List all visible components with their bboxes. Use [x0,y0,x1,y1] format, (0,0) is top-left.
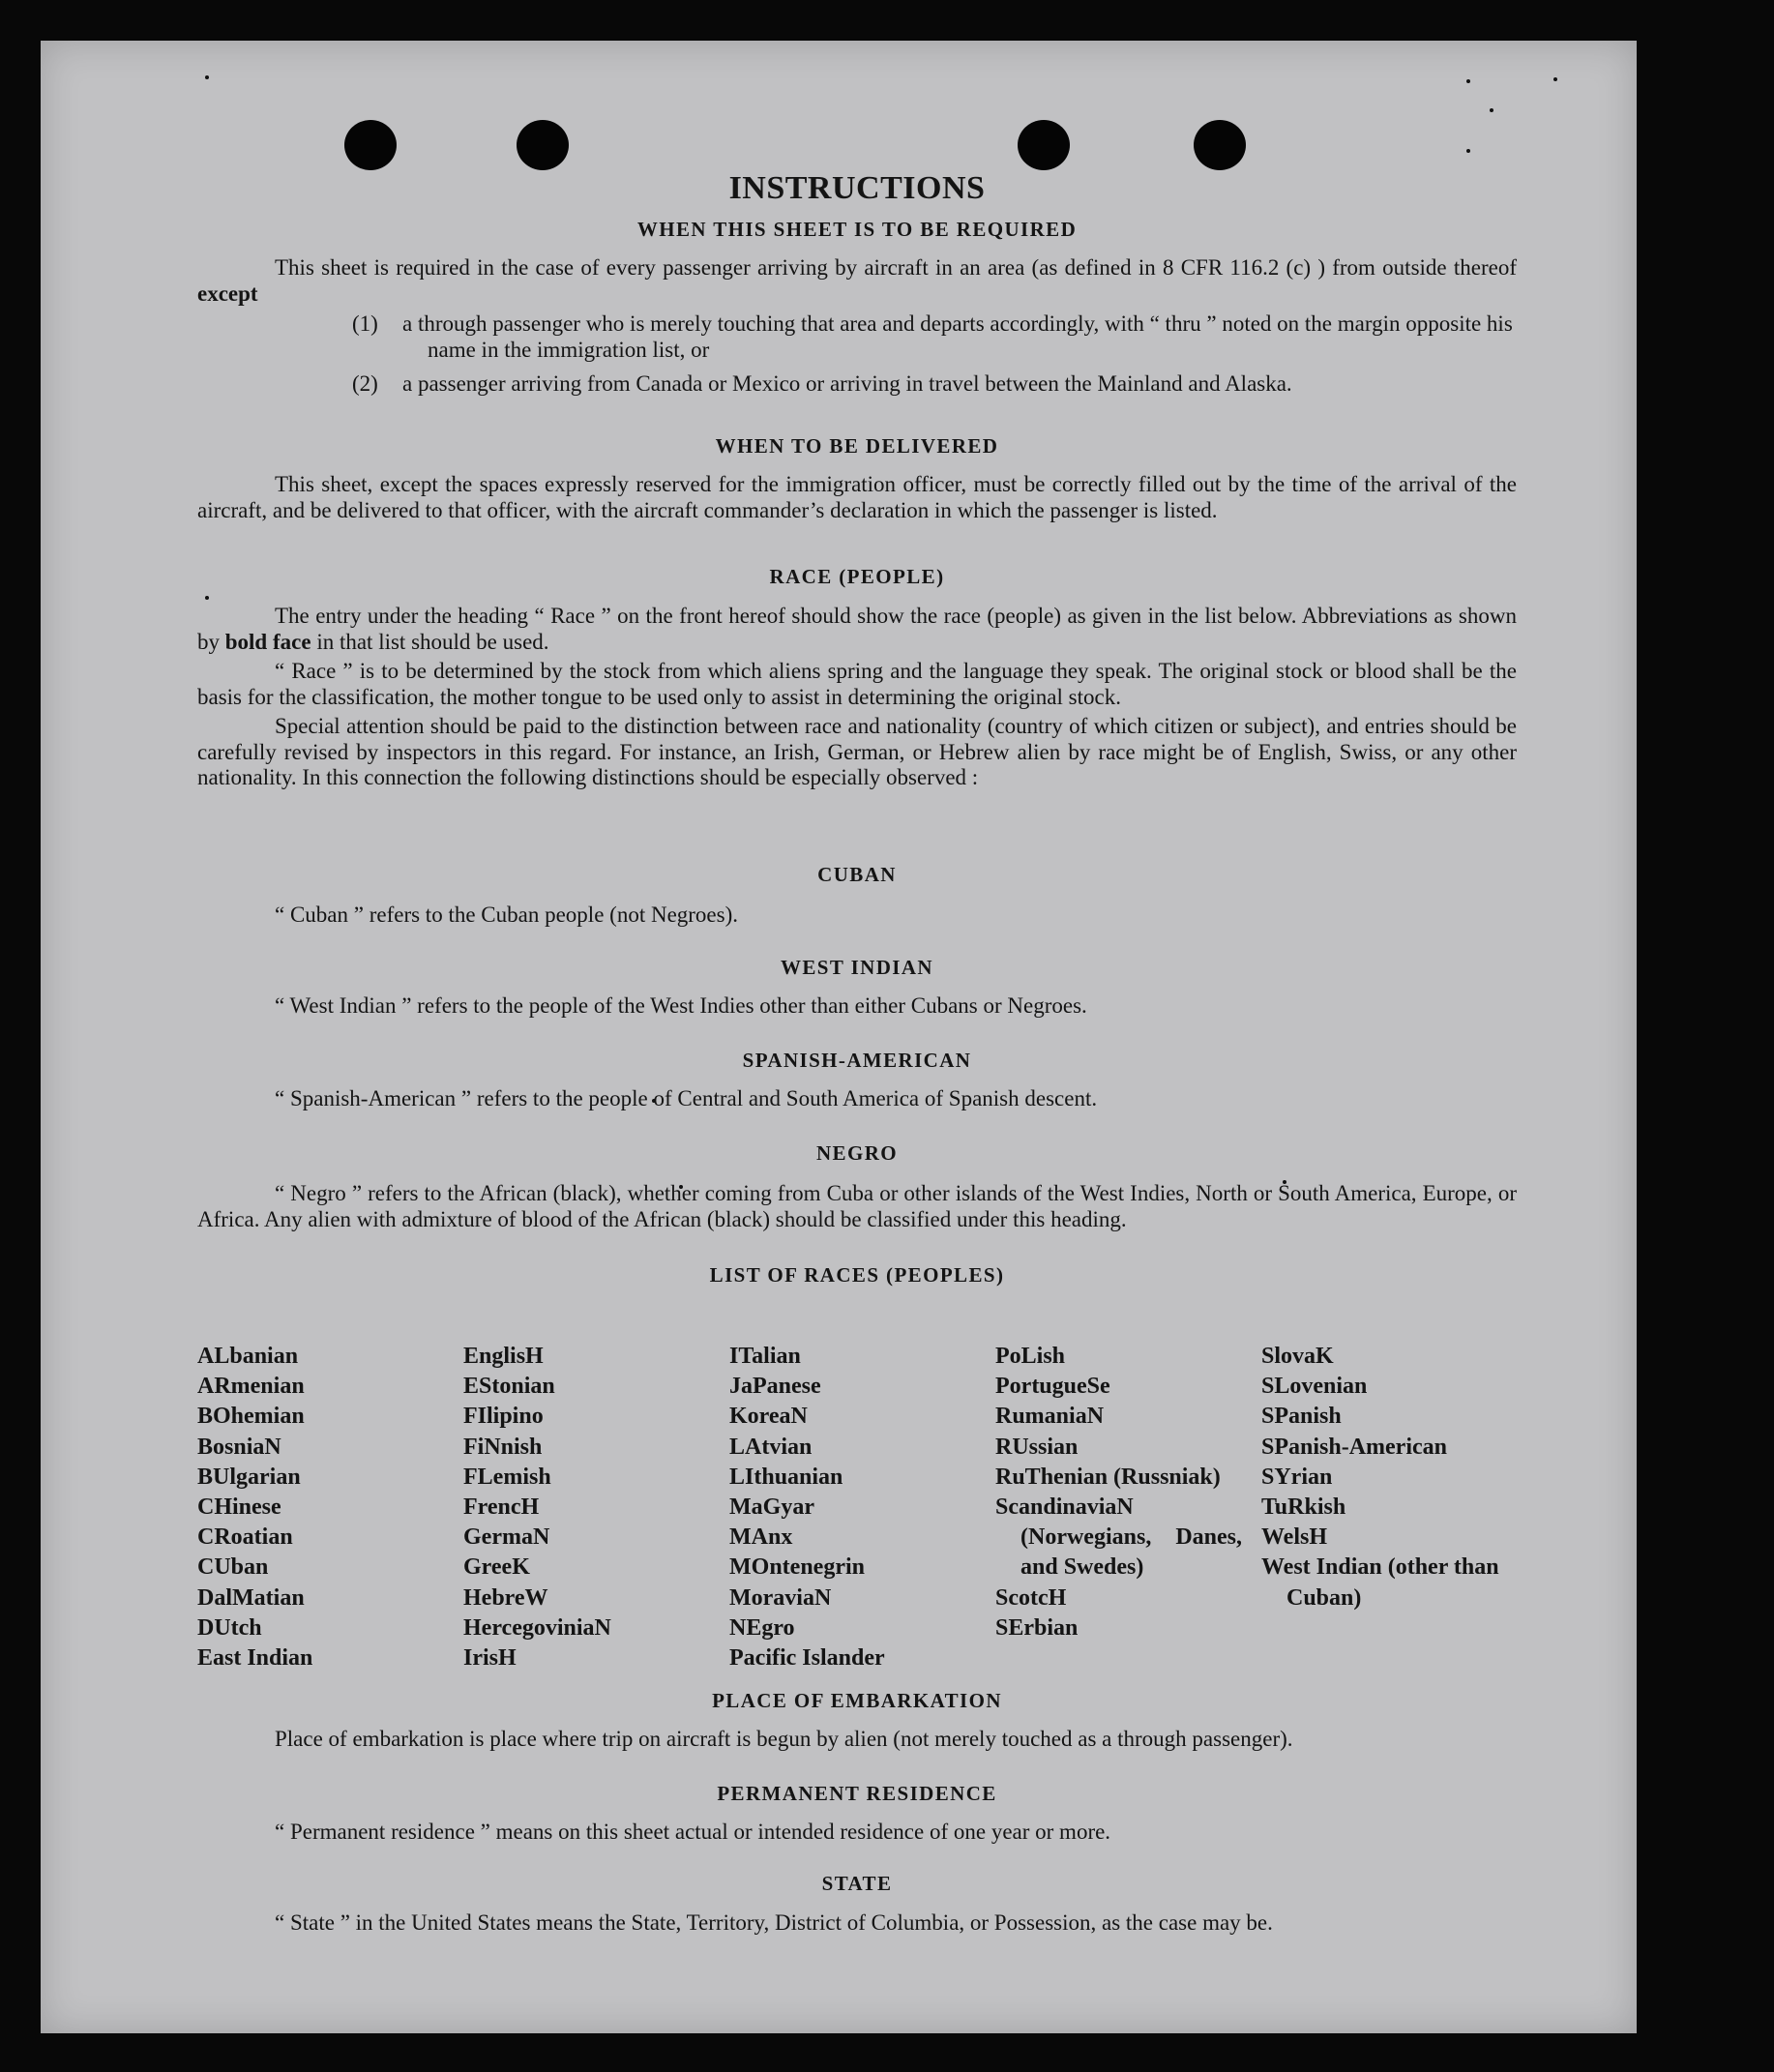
punch-hole [1018,120,1070,170]
race-item: West Indian (other than Cuban) [1261,1554,1499,1611]
race-item: FrencH [463,1494,540,1520]
race-item: SlovaK [1261,1344,1334,1369]
punch-hole [517,120,569,170]
races-column-5 [1261,1342,1517,1613]
race-item: LAtvian [729,1434,813,1460]
race-item: ARmenian [197,1374,305,1400]
section-heading-permanent-residence: PERMANENT RESIDENCE [717,1782,997,1805]
race-item: HercegoviniaN [463,1614,611,1641]
race-item: EnglisH [463,1344,544,1369]
races-column-1 [197,1342,449,1673]
exception-item-1: (1) a through passenger who is merely touching that area and departs accordingly, with “ thru ” noted on the margin opposite his name in the immigration list, or [352,311,1513,362]
race-item: SLovenian [1261,1374,1368,1400]
west-indian-text: “ West Indian ” refers to the people of the West Indies other than either Cubans or Negroes. [275,993,1087,1018]
race-item: BosniaN [197,1434,281,1460]
race-item: PoLish [995,1344,1066,1369]
state-text: “ State ” in the United States means the State, Territory, District of Columbia, or Possession, as the case may be. [275,1910,1273,1935]
race-item: LIthuanian [729,1464,843,1490]
when-delivered-text: This sheet, except the spaces expressly reserved for the immigration officer, must be correctly filled out by the time of the arrival of the aircraft, and be delivered to that officer, with the aircraft commander’s declaration in which the passenger is listed. [197,472,1517,522]
race-item: SYrian [1261,1464,1333,1490]
race-item: EStonian [463,1374,555,1400]
race-item: KoreaN [729,1404,808,1430]
permanent-residence-text: “ Permanent residence ” means on this sheet actual or intended residence of one year or more. [275,1820,1111,1844]
race-item: DalMatian [197,1584,305,1611]
race-item: ITalian [729,1344,801,1369]
race-item: SPanish [1261,1404,1342,1430]
punch-hole [1194,120,1246,170]
race-item: MAnx [729,1524,793,1551]
race-item: Pacific Islander [729,1644,885,1671]
section-heading-west-indian: WEST INDIAN [781,956,933,979]
race-item: ScotcH [995,1584,1067,1611]
race-item: RumaniaN [995,1404,1105,1430]
race-item: SErbian [995,1614,1079,1641]
race-item: JaPanese [729,1374,821,1400]
section-heading-spanish-american: SPANISH-AMERICAN [742,1049,972,1072]
race-item: East Indian [197,1644,313,1671]
race-item: RUssian [995,1434,1079,1460]
section-heading-when-required: WHEN THIS SHEET IS TO BE REQUIRED [636,218,1078,241]
spanish-american-text: “ Spanish-American ” refers to the people of Central and South America of Spanish descent. [275,1086,1098,1110]
race-item: MoraviaN [729,1584,832,1611]
race-item: FiNnish [463,1434,543,1460]
negro-text: “ Negro ” refers to the African (black), whether coming from Cuba or other islands of the West Indies, North or South America, Europe, or Africa. Any alien with admixture of blood of the African (black) should be classified under this heading. [197,1181,1517,1231]
race-item: MaGyar [729,1494,814,1520]
races-column-2 [463,1342,715,1673]
punch-hole [344,120,397,170]
document-page [41,41,1637,2033]
cuban-text: “ Cuban ” refers to the Cuban people (not Negroes). [275,903,739,927]
exception-item-2: (2) a passenger arriving from Canada or Mexico or arriving in travel between the Mainland and Alaska. [352,371,1292,396]
race-item: FIlipino [463,1404,544,1430]
embarkation-text: Place of embarkation is place where trip on aircraft is begun by alien (not merely touched as a through passenger). [275,1727,1293,1751]
race-item: RuThenian (Russniak) [995,1464,1221,1490]
races-column-3 [729,1342,981,1673]
race-item: CRoatian [197,1524,293,1551]
race-item: HebreW [463,1584,548,1611]
race-item: ScandinaviaN (Norwegians, Danes, and Swedes) [995,1494,1242,1581]
races-column-4 [995,1342,1242,1643]
race-item: NEgro [729,1614,795,1641]
race-item: GreeK [463,1554,530,1581]
race-item: GermaN [463,1524,550,1551]
section-heading-negro: NEGRO [815,1141,898,1165]
race-item: SPanish-American [1261,1434,1447,1460]
race-item: DUtch [197,1614,262,1641]
race-item: CHinese [197,1494,281,1520]
race-item: BOhemian [197,1404,305,1430]
race-item: ALbanian [197,1344,299,1369]
race-item: CUban [197,1554,269,1581]
section-heading-when-delivered: WHEN TO BE DELIVERED [715,434,999,458]
race-item: IrisH [463,1644,517,1671]
race-item: TuRkish [1261,1494,1346,1520]
race-item: WelsH [1261,1524,1328,1551]
page-title: INSTRUCTIONS [728,170,986,206]
race-item: BUlgarian [197,1464,301,1490]
race-item: MOntenegrin [729,1554,865,1581]
race-item: PortugueSe [995,1374,1110,1400]
section-heading-embarkation: PLACE OF EMBARKATION [712,1689,1002,1712]
section-heading-race: RACE (PEOPLE) [769,565,945,588]
section-heading-list-of-races: LIST OF RACES (PEOPLES) [709,1263,1005,1287]
race-text: The entry under the heading “ Race ” on the front hereof should show the race (people) as given in the list below. Abbreviations as shown by bold face in that list should be used. “ Race ” is to be determined by the stock from which aliens spring and the language they speak. The original stock or blood shall be the basis for the classification, the mother tongue to be used only to assist in determining the original stock. Special attention should be paid to the distinction between race and nationality (country of which citizen or subject), and entries should be carefully revised by inspectors in this regard. For instance, an Irish, German, or Hebrew alien by race might be of English, Swiss, or any other nationality. In this connection the following distinctions should be especially observed : [197,604,1517,789]
when-required-intro: This sheet is required in the case of every passenger arriving by aircraft in an area (as defined in 8 CFR 116.2 (c) ) from outside thereof except [197,255,1517,306]
section-heading-cuban: CUBAN [817,863,897,886]
race-item: FLemish [463,1464,551,1490]
section-heading-state: STATE [821,1872,893,1895]
